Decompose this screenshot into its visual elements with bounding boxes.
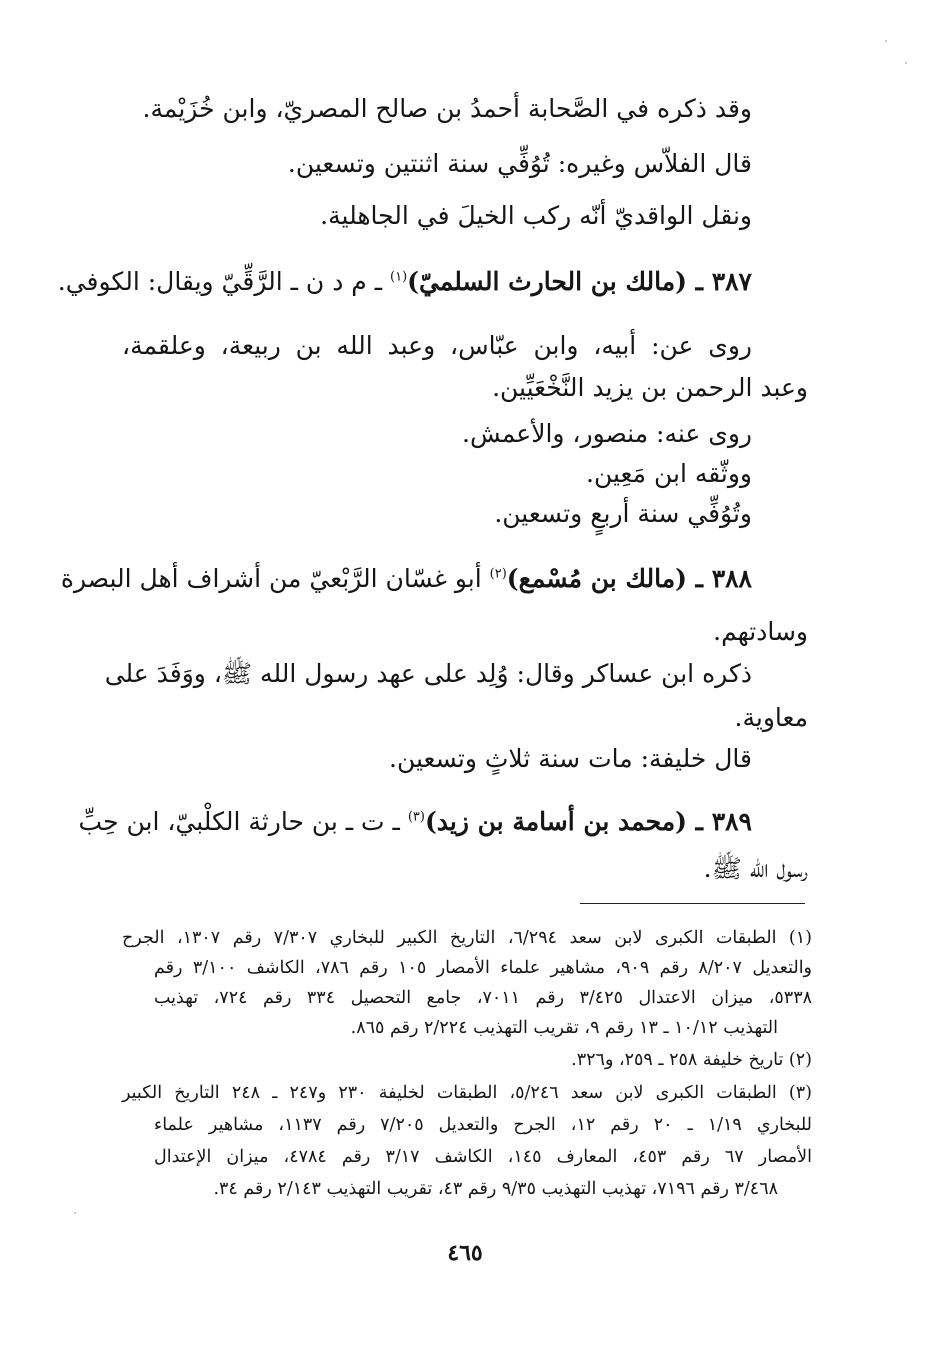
footnote-1-line-1: (١) الطبقات الكبرى لابن سعد ٦/٢٩٤، التاريخ الكبير للبخاري ٧/٣٠٧ رقم ١٣٠٧، الجرح bbox=[122, 928, 812, 948]
entry-387-tail: ـ م د ن ـ الرَّقِّيّ ويقال: الكوفي. bbox=[57, 267, 391, 296]
footnote-ref-1: (١) bbox=[390, 269, 408, 285]
footnote-1-line-3: ٥٣٣٨، ميزان الاعتدال ٣/٤٢٥ رقم ٧٠١١، جامع التحصيل ٣٣٤ رقم ٧٢٤، تهذيب bbox=[154, 988, 813, 1008]
intro-line-1: وقد ذكره في الصَّحابة أحمدُ بن صالح المصريّ، وابن خُزَيْمة. bbox=[142, 94, 752, 123]
entry-387-line-2: وعبد الرحمن بن يزيد النَّخْعَيِّين. bbox=[492, 373, 808, 402]
footnote-3-line-2: للبخاري ١/١٩ ـ ٢٠ رقم ١٢، الجرح والتعديل ٧/٢٠٥ رقم ١١٣٧، مشاهير علماء bbox=[154, 1115, 813, 1135]
page-number: ٤٦٥ bbox=[447, 1240, 483, 1266]
entry-389-title: ٣٨٩ ـ (محمد بن أسامة بن زيد) bbox=[424, 807, 752, 836]
entry-387-line-4: ووثّقه ابن مَعِين. bbox=[586, 459, 752, 488]
entry-387-line-1: روى عن: أبيه، وابن عبّاس، وعبد الله بن ربيعة، وعلقمة، bbox=[122, 331, 752, 360]
footnote-ref-3: (٣) bbox=[407, 809, 425, 825]
entry-387-line-5: وتُوُفِّي سنة أربعٍ وتسعين. bbox=[494, 499, 752, 528]
footnote-ref-2: (٢) bbox=[489, 566, 507, 582]
intro-line-2: قال الفلاّس وغيره: تُوُفِّي سنة اثنتين وتسعين. bbox=[287, 149, 752, 178]
entry-388-heading bbox=[60, 564, 752, 594]
footnote-3-line-4: ٣/٤٦٨ رقم ٧١٩٦، تهذيب التهذيب ٩/٣٥ رقم ٤٣، تقريب التهذيب ٢/١٤٣ رقم ٣٤. bbox=[213, 1179, 778, 1199]
entry-387-title: ٣٨٧ ـ (مالك بن الحارث السلميّ) bbox=[407, 267, 752, 296]
entry-388-line-1: وسادتهم. bbox=[713, 617, 808, 646]
footnote-2-line-1: (٢) تاريخ خليفة ٢٥٨ ـ ٢٥٩، و٣٢٦. bbox=[571, 1050, 812, 1070]
footnote-3-line-3: الأمصار ٦٧ رقم ٤٥٣، المعارف ١٤٥، الكاشف ٣/١٧ رقم ٤٧٨٤، ميزان الإعتدال bbox=[154, 1147, 812, 1167]
entry-389-heading bbox=[78, 807, 752, 837]
entry-388-line-2: ذكره ابن عساكر وقال: وُلِد على عهد رسول الله ﷺ، ووَفَدَ على bbox=[104, 659, 752, 688]
footnote-separator bbox=[580, 903, 805, 904]
scan-speck bbox=[885, 40, 887, 42]
footnote-1-line-2: والتعديل ٨/٢٠٧ رقم ٩٠٩، مشاهير علماء الأمصار ١٠٥ رقم ٧٨٦، الكاشف ٣/١٠٠ رقم bbox=[154, 958, 813, 978]
entry-389-line-1: رسول الله ﷺ. bbox=[703, 854, 808, 883]
footnote-3-line-1: (٣) الطبقات الكبرى لابن سعد ٥/٢٤٦، الطبقات لخليفة ٢٣٠ و٢٤٧ ـ ٢٤٨ التاريخ الكبير bbox=[122, 1083, 812, 1103]
intro-line-3: ونقل الواقديّ أنّه ركب الخيلَ في الجاهلية. bbox=[320, 201, 752, 230]
footnote-1-line-4: التهذيب ١٠/١٢ ـ ١٣ رقم ٩، تقريب التهذيب ٢/٢٢٤ رقم ٨٦٥. bbox=[350, 1018, 778, 1038]
scan-speck bbox=[74, 1212, 76, 1214]
entry-388-line-3: معاوية. bbox=[734, 703, 808, 732]
entry-388-line-4: قال خليفة: مات سنة ثلاثٍ وتسعين. bbox=[389, 744, 752, 773]
entry-389-tail: ـ ت ـ بن حارثة الكلْبيّ، ابن حِبِّ bbox=[78, 807, 408, 836]
entry-388-tail: أبو غسّان الرَّبْعيّ من أشراف أهل البصرة bbox=[60, 564, 490, 593]
entry-387-line-3: روى عنه: منصور، والأعمش. bbox=[462, 419, 752, 448]
entry-388-title: ٣٨٨ ـ (مالك بن مُسْمع) bbox=[506, 564, 752, 593]
entry-387-heading bbox=[57, 267, 752, 297]
scan-speck bbox=[905, 62, 907, 64]
